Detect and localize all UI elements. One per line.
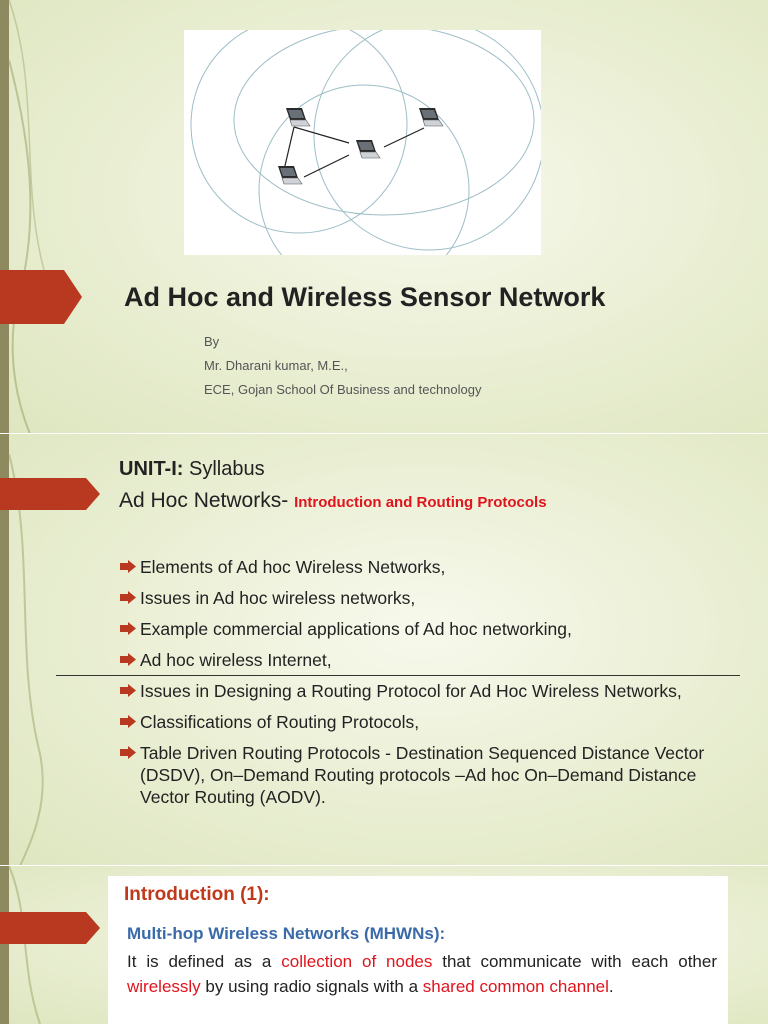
topic-heading (119, 489, 547, 513)
arrow-bullet-icon (120, 746, 136, 759)
arrow-bullet-icon (120, 715, 136, 728)
list-item: Ad hoc wireless Internet, (119, 649, 719, 671)
list-item: Issues in Designing a Routing Protocol for Ad Hoc Wireless Networks, (119, 680, 719, 702)
intro-subheading: Multi-hop Wireless Networks (MHWNs): (127, 924, 446, 943)
arrow-bullet-icon (120, 684, 136, 697)
arrow-bullet-icon (120, 653, 136, 666)
intro-heading: Introduction (1): (124, 884, 270, 905)
arrow-bullet-icon (120, 560, 136, 573)
list-item: Classifications of Routing Protocols, (119, 711, 719, 733)
list-item: Table Driven Routing Protocols - Destination Sequenced Distance Vector (DSDV), On–Demand Routing protocols –Ad hoc On–Demand Distance Vector Routing (AODV). (119, 742, 719, 808)
topic-label: Ad Hoc Networks- (119, 489, 289, 512)
author-affiliation: ECE, Gojan School Of Business and technology (204, 382, 482, 397)
presentation-title: Ad Hoc and Wireless Sensor Network (124, 282, 606, 312)
list-item: Elements of Ad hoc Wireless Networks, (119, 556, 719, 578)
arrow-bullet-icon (120, 591, 136, 604)
network-diagram (184, 30, 541, 255)
slide-title (0, 0, 768, 434)
list-item: Example commercial applications of Ad hoc networking, (119, 618, 719, 640)
decorative-strands (0, 866, 60, 1024)
decorative-strands (0, 0, 60, 434)
syllabus-accent-tab (0, 478, 100, 510)
highlight-wirelessly: wirelessly (127, 977, 201, 996)
arrow-bullet-icon (120, 622, 136, 635)
list-item: Issues in Ad hoc wireless networks, (119, 587, 719, 609)
intro-paragraph: It is defined as a collection of nodes that communicate with each other wirelessly by using radio signals with a shared common channel. (127, 952, 717, 996)
title-accent-tab (0, 270, 82, 324)
author-name: Mr. Dharani kumar, M.E., (204, 358, 348, 373)
intro-accent-tab (0, 912, 100, 944)
introduction-content (108, 876, 728, 1024)
unit-label: UNIT-I: (119, 458, 184, 480)
by-label: By (204, 334, 220, 349)
unit-heading (119, 458, 265, 481)
highlight-shared-common-channel: shared common channel (422, 977, 609, 996)
laptop-network-icon (184, 30, 541, 255)
syllabus-list (119, 556, 719, 808)
topic-highlight: Introduction and Routing Protocols (294, 494, 547, 511)
highlight-collection-of-nodes: collection of nodes (281, 952, 433, 971)
unit-title: Syllabus (189, 458, 265, 480)
horizontal-rule (56, 675, 740, 676)
